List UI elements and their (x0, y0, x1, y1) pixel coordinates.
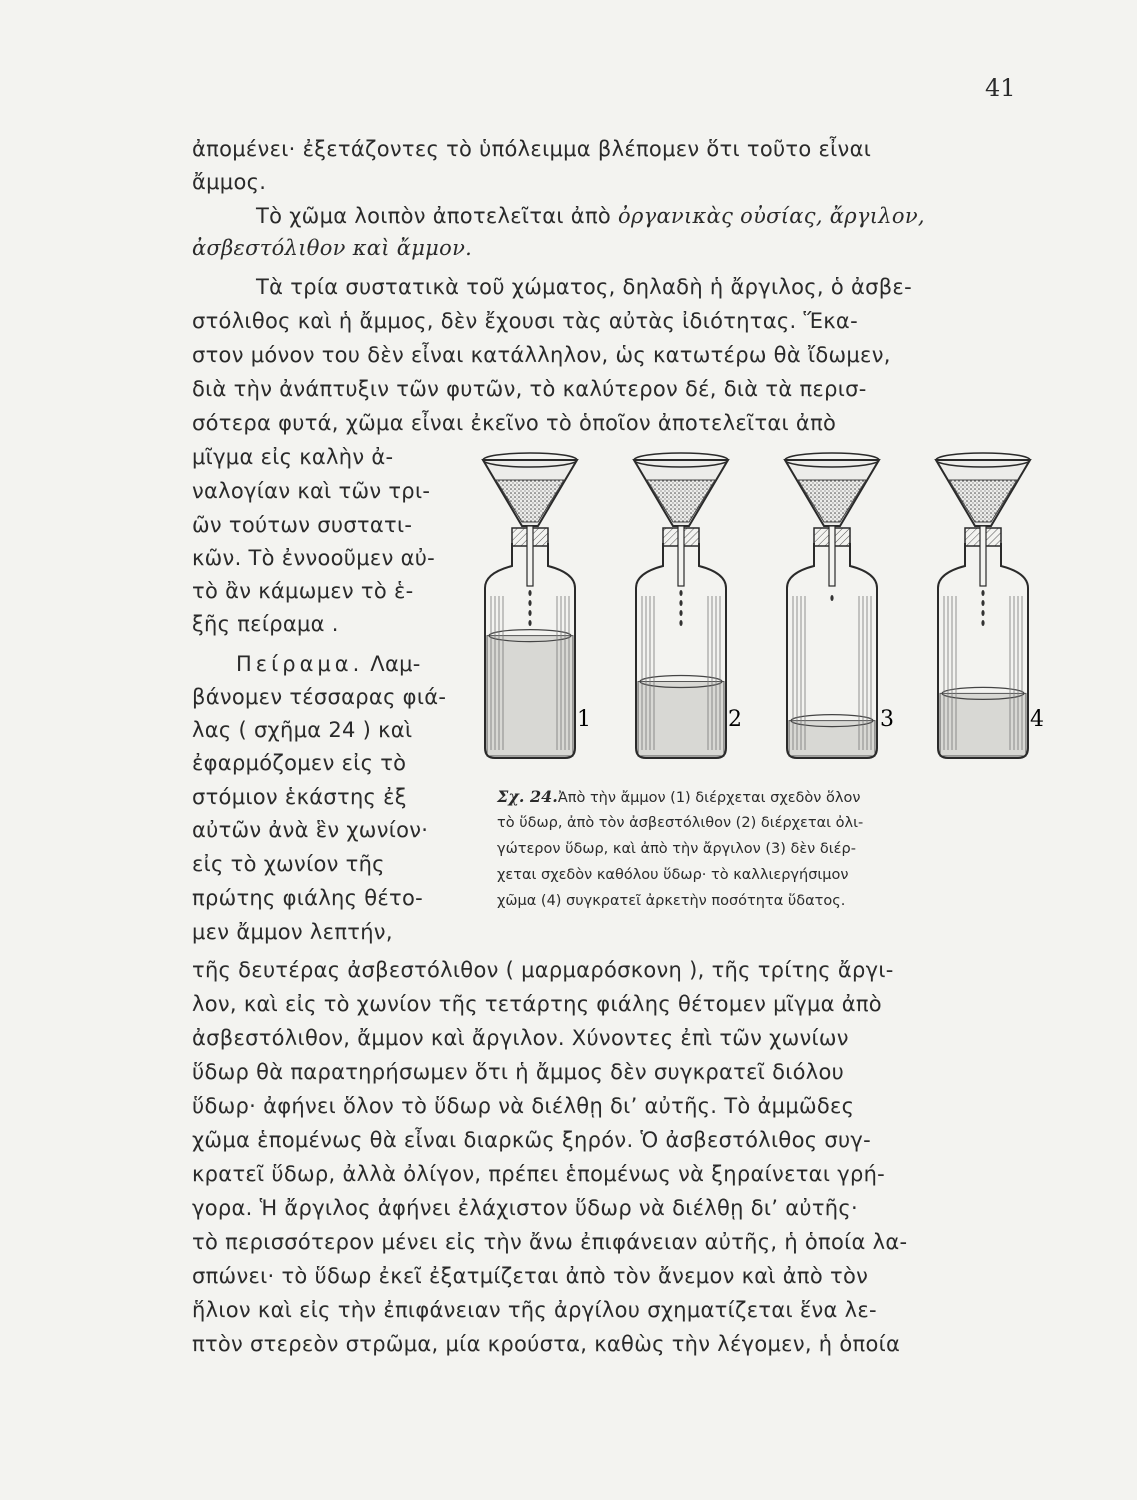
caption-line: χῶμα (4) συγκρατεῖ ἀρκετὴν ποσότητα ὕδατος. (497, 893, 846, 909)
text-run: Τὸ χῶμα λοιπὸν ἀποτελεῖται ἀπὸ (256, 204, 619, 228)
water-drop (981, 610, 984, 616)
funnel-stem (527, 526, 533, 586)
funnel-stem (829, 526, 835, 586)
text-line: τὸ ἂν κάμωμεν τὸ ἑ- (192, 579, 414, 603)
water-level (789, 721, 875, 756)
text-line: πτὸν στερεὸν στρῶμα, μία κρούστα, καθὼς τὴν λέγομεν, ἡ ὁποία (192, 1332, 901, 1356)
text-line: στόλιθος καὶ ἡ ἄμμος, δὲν ἔχουσι τὰς αὐτὰς ἰδιότητας. Ἕκα- (192, 309, 858, 333)
text-line: εἰς τὸ χωνίον τῆς (192, 852, 385, 876)
text-line: ἀσβεστόλιθον, ἄμμον καὶ ἄργιλον. Χύνοντες ἐπὶ τῶν χωνίων (192, 1026, 849, 1050)
text-line: λον, καὶ εἰς τὸ χωνίον τῆς τετάρτης φιάλης θέτομεν μῖγμα ἀπὸ (192, 992, 882, 1016)
water-drop (679, 590, 682, 596)
text-line: ἀπομένει· ἐξετάζοντες τὸ ὑπόλειμμα βλέπομεν ὅτι τοῦτο εἶναι (192, 137, 872, 161)
caption-text: Ἀπὸ τὴν ἄμμον (1) διέρχεται σχεδὸν ὅλον (557, 790, 861, 806)
bottle-label-1: 1 (577, 707, 591, 732)
text-line: πρώτης φιάλης θέτο- (192, 886, 424, 910)
text-line: κῶν. Τὸ ἐννοοῦμεν αὐ- (192, 546, 436, 570)
text-line: τῆς δευτέρας ἀσβεστόλιθον ( μαρμαρόσκονη ), τῆς τρίτης ἄργι- (192, 958, 894, 982)
funnel-stem (980, 526, 986, 586)
text-line: ἀσβεστόλιθον καὶ ἄμμον. (192, 236, 473, 260)
figure-caption (497, 785, 860, 810)
caption-line: γώτερον ὕδωρ, καὶ ἀπὸ τὴν ἄργιλον (3) δὲν διέρ- (497, 841, 856, 857)
bottle-label-2: 2 (728, 707, 742, 732)
water-drop (528, 620, 531, 626)
text-line: ναλογίαν καὶ τῶν τρι- (192, 479, 431, 503)
water-drop (528, 610, 531, 616)
water-level (487, 636, 573, 756)
text-line: ξῆς πείραμα . (192, 612, 339, 636)
text-line: σότερα φυτά, χῶμα εἶναι ἐκεῖνο τὸ ὁποῖον ἀποτελεῖται ἀπὸ (192, 411, 837, 435)
water-drop (981, 600, 984, 606)
text-line: διὰ τὴν ἀνάπτυξιν τῶν φυτῶν, τὸ καλύτερον δέ, διὰ τὰ περισ- (192, 377, 867, 401)
text-line: ἥλιον καὶ εἰς τὴν ἐπιφάνειαν τῆς ἀργίλου σχηματίζεται ἕνα λε- (192, 1298, 877, 1322)
caption-line: τὸ ὕδωρ, ἀπὸ τὸν ἀσβεστόλιθον (2) διέρχεται ὀλι- (497, 815, 864, 831)
text-line: βάνομεν τέσσαρας φιά- (192, 685, 447, 709)
text-line: ἐφαρμόζομεν εἰς τὸ (192, 751, 407, 775)
water-drop (679, 600, 682, 606)
text-line: ῶν τούτων συστατι- (192, 513, 413, 537)
text-line: μεν ἄμμον λεπτήν, (192, 920, 393, 944)
italic-run: ὀργανικὰς οὐσίας, ἄργιλον, (618, 204, 925, 228)
water-drop (830, 595, 833, 601)
text-run: Λαμ- (363, 652, 421, 676)
water-drop (679, 610, 682, 616)
text-line: ὕδωρ· ἀφήνει ὅλον τὸ ὕδωρ νὰ διέλθῃ δι’ αὐτῆς. Τὸ ἀμμῶδες (192, 1094, 855, 1118)
experiment-heading: Πείραμα. (236, 652, 364, 676)
water-drop (679, 620, 682, 626)
funnel-stem (678, 526, 684, 586)
text-line (256, 201, 925, 231)
text-line: στον μόνον του δὲν εἶναι κατάλληλον, ὡς κατωτέρω θὰ ἴδωμεν, (192, 343, 891, 367)
text-line: γορα. Ἡ ἄργιλος ἀφήνει ἐλάχιστον ὕδωρ νὰ διέλθῃ δι’ αὐτῆς· (192, 1196, 858, 1220)
water-level (940, 693, 1026, 756)
page-number: 41 (985, 74, 1016, 102)
text-line: Τὰ τρία συστατικὰ τοῦ χώματος, δηλαδὴ ἡ ἄργιλος, ὁ ἀσβε- (256, 275, 912, 299)
water-drop (528, 600, 531, 606)
text-line: ὕδωρ θὰ παρατηρήσωμεν ὅτι ἡ ἄμμος δὲν συγκρατεῖ διόλου (192, 1060, 845, 1084)
text-line: ἄμμος. (192, 170, 267, 194)
caption-line: χεται σχεδὸν καθόλου ὕδωρ· τὸ καλλιεργήσιμον (497, 867, 849, 883)
text-line: μῖγμα εἰς καλὴν ἀ- (192, 445, 394, 469)
water-drop (528, 590, 531, 596)
text-line: κρατεῖ ὕδωρ, ἀλλὰ ὀλίγον, πρέπει ἑπομένως νὰ ξηραίνεται γρή- (192, 1162, 886, 1186)
text-line: χῶμα ἑπομένως θὰ εἶναι διαρκῶς ξηρόν. Ὁ ἀσβεστόλιθος συγ- (192, 1128, 871, 1152)
text-line: αὐτῶν ἀνὰ ἓν χωνίον· (192, 818, 429, 842)
water-drop (981, 590, 984, 596)
text-line (236, 649, 421, 679)
text-line: τὸ περισσότερον μένει εἰς τὴν ἄνω ἐπιφάνειαν αὐτῆς, ἡ ὁποία λα- (192, 1230, 908, 1254)
text-line: στόμιον ἑκάστης ἐξ (192, 785, 407, 809)
figure-bottles (470, 448, 1050, 778)
bottle-label-3: 3 (880, 707, 894, 732)
caption-label: Σχ. 24. (497, 787, 558, 806)
water-level (638, 682, 724, 757)
text-line: σπώνει· τὸ ὕδωρ ἐκεῖ ἐξατμίζεται ἀπὸ τὸν ἄνεμον καὶ ἀπὸ τὸν (192, 1264, 869, 1288)
bottle-label-4: 4 (1030, 707, 1044, 732)
text-line: λας ( σχῆμα 24 ) καὶ (192, 718, 413, 742)
water-drop (981, 620, 984, 626)
